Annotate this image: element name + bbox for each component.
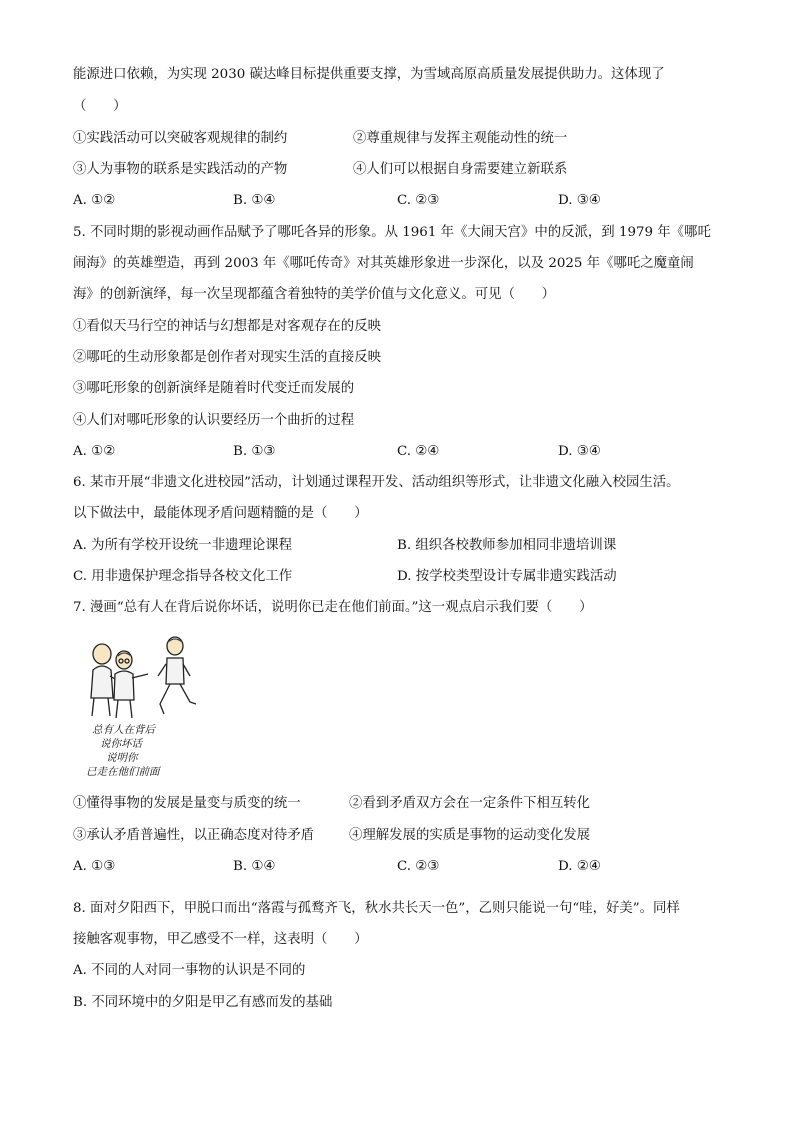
q7-stem-line1: 7. 漫画“总有人在背后说你坏话，说明你已走在他们前面。”这一观点启示我们要（ ）	[73, 600, 593, 615]
q7-choice-b: B. ①④	[233, 859, 276, 874]
q7-cartoon-image	[80, 632, 200, 782]
cartoon-caption-line2: 说你坏话	[100, 738, 142, 750]
q6-choice-b: B. 组织各校教师参加相同非遗培训课	[397, 538, 617, 553]
q5-option-1: ①看似天马行空的神话与幻想都是对客观存在的反映	[73, 319, 381, 334]
q4-stem-line1: 能源进口依赖，为实现 2030 碳达峰目标提供重要支撑，为雪域高原高质量发展提供助力。这体现了	[73, 67, 665, 82]
q4-choice-c: C. ②③	[397, 193, 440, 208]
q6-choice-d: D. 按学校类型设计专属非遗实践活动	[397, 569, 617, 584]
q6-stem-line1: 6. 某市开展“非遗文化进校园”活动，计划通过课程开发、活动组织等形式，让非遗文化融入校园生活。	[73, 475, 680, 490]
q6-choice-c: C. 用非遗保护理念指导各校文化工作	[73, 569, 293, 584]
q5-stem-line2: 闹海》的英雄塑造，再到 2003 年《哪吒传奇》对其英雄形象进一步深化，以及 2025 年《哪吒之魔童闹	[73, 256, 694, 271]
q4-choice-a: A. ①②	[73, 193, 116, 208]
q5-choice-a: A. ①②	[73, 444, 116, 459]
q6-choice-a: A. 为所有学校开设统一非遗理论课程	[73, 538, 293, 553]
q5-stem-line3: 海》的创新演绎，每一次呈现都蕴含着独特的美学价值与文化意义。可见（ ）	[73, 287, 556, 302]
q5-stem-line1: 5. 不同时期的影视动画作品赋予了哪吒各异的形象。从 1961 年《大闹天宫》中的反派，到 1979 年《哪吒	[73, 225, 711, 240]
q4-option-2: ②尊重规律与发挥主观能动性的统一	[353, 131, 568, 146]
q7-option-3: ③承认矛盾普遍性，以正确态度对待矛盾	[73, 828, 315, 843]
q8-choice-a: A. 不同的人对同一事物的认识是不同的	[73, 963, 306, 978]
q7-option-1: ①懂得事物的发展是量变与质变的统一	[73, 796, 301, 811]
q7-choice-a: A. ①③	[73, 859, 116, 874]
q6-stem-line2: 以下做法中，最能体现矛盾问题精髓的是（ ）	[73, 506, 368, 521]
q8-choice-b: B. 不同环境中的夕阳是甲乙有感而发的基础	[73, 995, 333, 1010]
q4-choice-b: B. ①④	[233, 193, 276, 208]
q4-choice-d: D. ③④	[558, 193, 601, 208]
q7-choice-d: D. ②④	[558, 859, 601, 874]
q7-option-4: ④理解发展的实质是事物的运动变化发展	[349, 828, 591, 843]
q7-option-2: ②看到矛盾双方会在一定条件下相互转化	[349, 796, 591, 811]
q5-choice-d: D. ③④	[558, 444, 601, 459]
q4-option-4: ④人们可以根据自身需要建立新联系	[353, 162, 568, 177]
q5-option-2: ②哪吒的生动形象都是创作者对现实生活的直接反映	[73, 350, 381, 365]
q7-choice-c: C. ②③	[397, 859, 440, 874]
cartoon-figures-illustration	[80, 632, 200, 722]
q5-choice-c: C. ②④	[397, 444, 440, 459]
cartoon-caption-line4: 已走在他们前面	[86, 766, 160, 778]
q4-option-1: ①实践活动可以突破客观规律的制约	[73, 131, 288, 146]
q8-stem-line1: 8. 面对夕阳西下，甲脱口而出“落霞与孤鹜齐飞，秋水共长天一色”，乙则只能说一句“哇，好美”。同样	[73, 901, 680, 916]
cartoon-caption-line1: 总有人在背后	[92, 724, 155, 736]
q8-stem-line2: 接触客观事物，甲乙感受不一样，这表明（ ）	[73, 932, 368, 947]
q5-option-3: ③哪吒形象的创新演绎是随着时代变迁而发展的	[73, 381, 355, 396]
q4-stem-line2: （ ）	[73, 99, 127, 114]
cartoon-caption-line3: 说明你	[106, 752, 138, 764]
q5-option-4: ④人们对哪吒形象的认识要经历一个曲折的过程	[73, 413, 355, 428]
q5-choice-b: B. ①③	[233, 444, 276, 459]
q4-option-3: ③人为事物的联系是实践活动的产物	[73, 162, 288, 177]
